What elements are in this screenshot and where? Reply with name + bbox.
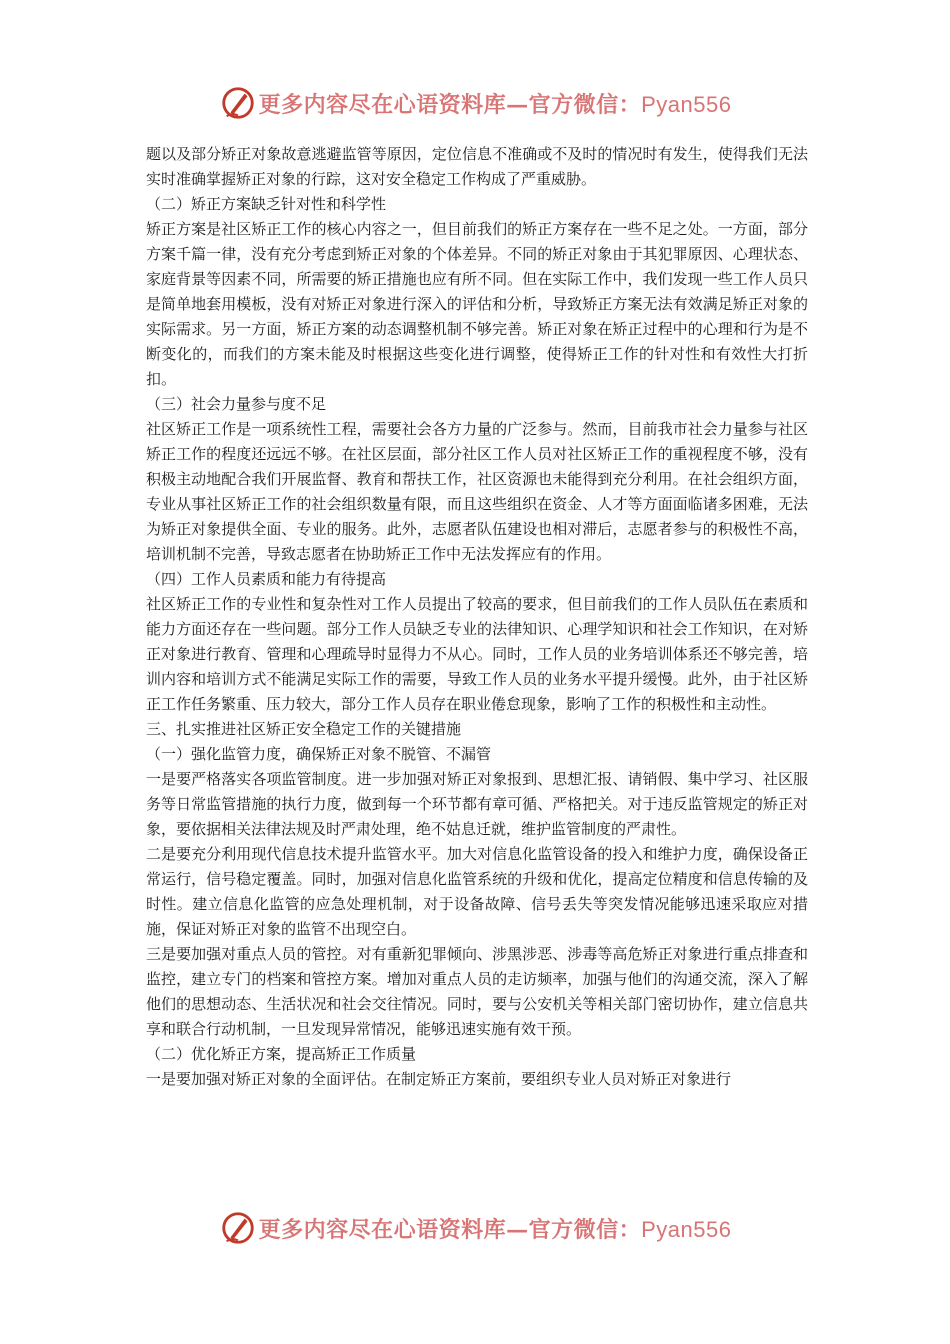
pen-logo-icon <box>219 1209 257 1247</box>
paragraph: 题以及部分矫正对象故意逃避监管等原因，定位信息不准确或不及时的情况时有发生，使得我们无法实时准确掌握矫正对象的行踪，这对安全稳定工作构成了严重威胁。 <box>146 145 808 188</box>
section-heading: （二）矫正方案缺乏针对性和科学性 <box>146 195 387 213</box>
section-heading: （四）工作人员素质和能力有待提高 <box>146 570 387 588</box>
paragraph: 三是要加强对重点人员的管控。对有重新犯罪倾向、涉黑涉恶、涉毒等高危矫正对象进行重点排查和监控，建立专门的档案和管控方案。增加对重点人员的走访频率，加强与他们的沟通交流，深入了解他们的思想动态、生活状况和社会交往情况。同时，要与公安机关等相关部门密切协作，建立信息共享和联合行动机制，一旦发现异常情况，能够迅速实施有效干预。 <box>146 945 808 1038</box>
footer-banner <box>0 1208 950 1248</box>
footer-banner-text: 更多内容尽在心语资料库—官方微信：Pyan556 <box>258 1216 732 1243</box>
paragraph: 二是要充分利用现代信息技术提升监管水平。加大对信息化监管设备的投入和维护力度，确保设备正常运行，信号稳定覆盖。同时，加强对信息化监管系统的升级和优化，提高定位精度和信息传输的及时性。建立信息化监管的应急处理机制，对于设备故障、信号丢失等突发情况能够迅速采取应对措施，保证对矫正对象的监管不出现空白。 <box>146 845 808 938</box>
section-heading: （三）社会力量参与度不足 <box>146 395 327 413</box>
paragraph: 社区矫正工作是一项系统性工程，需要社会各方力量的广泛参与。然而，目前我市社会力量参与社区矫正工作的程度还远远不够。在社区层面，部分社区工作人员对社区矫正工作的重视程度不够，没有积极主动地配合我们开展监督、教育和帮扶工作，社区资源也未能得到充分利用。在社会组织方面，专业从事社区矫正工作的社会组织数量有限，而且这些组织在资金、人才等方面面临诸多困难，无法为矫正对象提供全面、专业的服务。此外，志愿者队伍建设也相对滞后，志愿者参与的积极性不高，培训机制不完善，导致志愿者在协助矫正工作中无法发挥应有的作用。 <box>146 420 808 563</box>
pen-logo-icon <box>219 84 257 122</box>
paragraph: 社区矫正工作的专业性和复杂性对工作人员提出了较高的要求，但目前我们的工作人员队伍在素质和能力方面还存在一些问题。部分工作人员缺乏专业的法律知识、心理学知识和社会工作知识，在对矫正对象进行教育、管理和心理疏导时显得力不从心。同时，工作人员的业务培训体系还不够完善，培训内容和培训方式不能满足实际工作的需要，导致工作人员的业务水平提升缓慢。此外，由于社区矫正工作任务繁重、压力较大，部分工作人员存在职业倦怠现象，影响了工作的积极性和主动性。 <box>146 595 808 713</box>
document-body <box>146 142 808 1092</box>
header-banner-text: 更多内容尽在心语资料库—官方微信：Pyan556 <box>258 91 732 118</box>
header-banner <box>0 83 950 123</box>
chapter-heading: 三、扎实推进社区矫正安全稳定工作的关键措施 <box>146 720 462 738</box>
section-heading: （二）优化矫正方案，提高矫正工作质量 <box>146 1045 417 1063</box>
paragraph: 一是要加强对矫正对象的全面评估。在制定矫正方案前，要组织专业人员对矫正对象进行 <box>146 1070 732 1088</box>
paragraph: 矫正方案是社区矫正工作的核心内容之一，但目前我们的矫正方案存在一些不足之处。一方面，部分方案千篇一律，没有充分考虑到矫正对象的个体差异。不同的矫正对象由于其犯罪原因、心理状态、家庭背景等因素不同，所需要的矫正措施也应有所不同。但在实际工作中，我们发现一些工作人员只是简单地套用模板，没有对矫正对象进行深入的评估和分析，导致矫正方案无法有效满足矫正对象的实际需求。另一方面，矫正方案的动态调整机制不够完善。矫正对象在矫正过程中的心理和行为是不断变化的，而我们的方案未能及时根据这些变化进行调整，使得矫正工作的针对性和有效性大打折扣。 <box>146 220 808 388</box>
paragraph: 一是要严格落实各项监管制度。进一步加强对矫正对象报到、思想汇报、请销假、集中学习、社区服务等日常监管措施的执行力度，做到每一个环节都有章可循、严格把关。对于违反监管规定的矫正对象，要依据相关法律法规及时严肃处理，绝不姑息迁就，维护监管制度的严肃性。 <box>146 770 808 838</box>
section-heading: （一）强化监管力度，确保矫正对象不脱管、不漏管 <box>146 745 492 763</box>
